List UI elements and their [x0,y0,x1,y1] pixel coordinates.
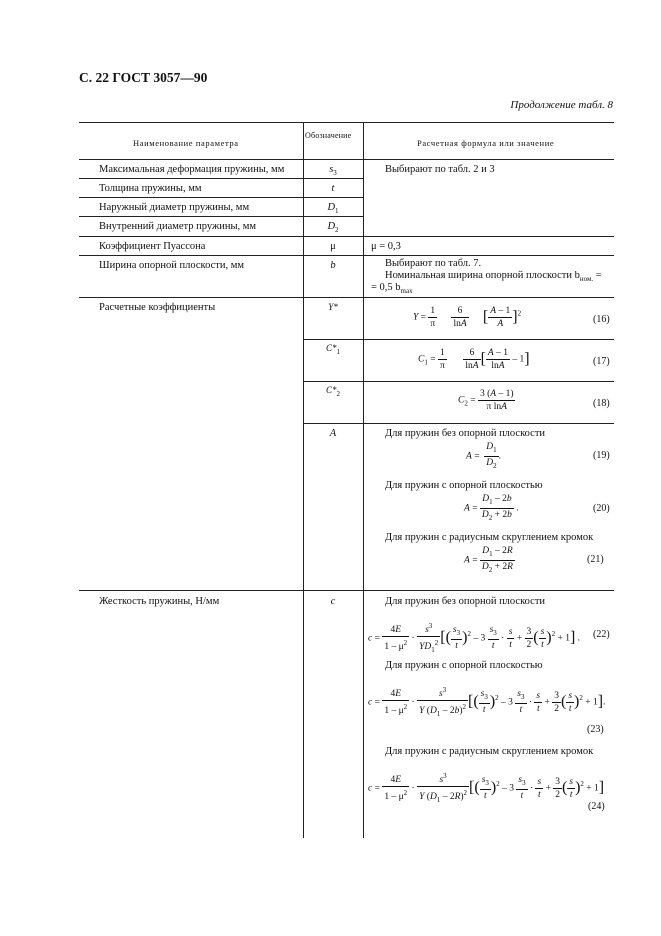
row-rule [79,236,614,237]
param-symbol: c [330,596,336,607]
value-text: μ = 0,3 [371,241,401,252]
equation-number: (16) [593,314,610,325]
row-rule [79,255,614,256]
row-rule [79,178,363,179]
row-rule [79,197,363,198]
param-name: Толщина пружины, мм [99,183,202,194]
equation-number: (21) [587,554,604,565]
param-symbol: μ [330,241,336,252]
value-text: = 0,5 $b_{max}$ [371,282,413,296]
param-name: Внутренний диаметр пружины, мм [99,221,257,232]
param-name: Максимальная деформация пружины, мм [99,164,285,175]
formula-C1: $C_1$ = $\frac{1}{\pi}$ $\frac{6}{\ln A}$ [ $\frac{A - 1}{\ln A}$ – 1] [418,348,530,371]
param-symbol: b [330,260,336,271]
param-symbol: $C*_2$ [325,385,340,398]
col-header-formula: Расчетная формула или значение [417,138,555,148]
equation-number: (17) [593,356,610,367]
value-text: Для пружин без опорной плоскости [385,428,546,439]
formula-A-radius: A = $\frac{D_1 - 2R}{D_2 + 2R}$ [464,546,513,574]
value-text: Номинальная ширина опорной плоскости $b_{ном.}$ = [385,270,602,284]
param-name: Жесткость пружины, Н/мм [99,596,220,607]
table-continuation-label: Продолжение табл. 8 [510,99,613,111]
param-name: Коэффициент Пуассона [99,241,206,252]
value-text: Для пружин с радиусным скруглением кромок [385,532,594,543]
param-symbol: A [329,428,337,439]
param-symbol: $D_2$ [327,221,339,235]
row-rule [79,590,614,591]
equation-number: (18) [593,398,610,409]
table-header-rule [79,159,614,160]
param-symbol: $D_1$ [327,202,339,216]
value-text: Для пружин с опорной плоскостью [385,660,543,671]
row-rule [303,339,614,340]
value-text: Выбирают по табл. 7. [385,258,482,269]
formula-A-support: A = $\frac{D_1 - 2b}{D_2 + 2b}$ . [464,494,519,522]
formula-Y: Y = $\frac{1}{\pi}$ $\frac{6}{\ln A}$ [ $\frac{A - 1}{A}$ ]$^2$ [413,306,522,329]
formula-C2: $C_2$ = $\frac{3 (A - 1)}{\text{π lnA}}$ [458,389,514,412]
value-text: Для пружин без опорной плоскости [385,596,546,607]
param-name: Ширина опорной плоскости, мм [99,260,244,271]
param-name: Расчетные коэффициенты [99,302,216,313]
param-symbol: Y* [328,302,338,312]
param-symbol: t [331,183,335,194]
equation-number: (22) [593,629,610,640]
page-header: С. 22 ГОСТ 3057—90 [79,70,208,85]
param-symbol: $s_3$ [329,164,337,178]
table-top-rule [79,122,614,123]
col-header-symbol: Обозначение [305,131,352,140]
formula-A-no-support: A = $\frac{D_1}{D_2}$ . [466,442,502,470]
param-name: Наружный диаметр пружины, мм [99,202,250,213]
equation-number: (23) [587,724,604,735]
formula-c-support: c = $\frac{4E}{1 - \mu^2}$ · $\frac{s^3}{Y (D_1 - 2b)^2}$ [( $\frac{s_3}{t}$ )$^2$ – 3 $\frac{s_3}{t}$ · $\frac{s}{t}$ + $\frac{3}{2}$ ( $\frac{s}{t}$ )$^2$ + 1]. [368,686,606,719]
row-rule [303,423,614,424]
equation-number: (20) [593,503,610,514]
equation-number: (19) [593,450,610,461]
col-header-param: Наименование параметра [133,138,239,148]
row-rule [79,216,363,217]
param-symbol: $C*_1$ [325,343,340,356]
equation-number: (24) [588,801,605,812]
row-rule [303,381,614,382]
col-divider-2 [363,122,364,838]
formula-c-radius: c = $\frac{4E}{1 - \mu^2}$ · $\frac{s^3}{Y (D_1 - 2R)^2}$ [( $\frac{s_3}{t}$ )$^2$ – 3 $\frac{s_3}{t}$ · $\frac{s}{t}$ + $\frac{3}{2}$ ( $\frac{s}{t}$ )$^2$ + 1] [368,772,605,805]
formula-c-no-support: c = $\frac{4E}{1 - \mu^2}$ · $\frac{s^3}{YD_1^2}$ [( $\frac{s_3}{t}$ )$^2$ – 3 $\frac{s_3}{t}$ · $\frac{s}{t}$ + $\frac{3}{2}$ ( $\frac{s}{t}$ )$^2$ + 1] . [368,622,581,655]
row-rule [79,297,614,298]
value-text: Выбирают по табл. 2 и 3 [385,164,495,175]
value-text: Для пружин с радиусным скруглением кромок [385,746,594,757]
value-text: Для пружин с опорной плоскостью [385,480,543,491]
